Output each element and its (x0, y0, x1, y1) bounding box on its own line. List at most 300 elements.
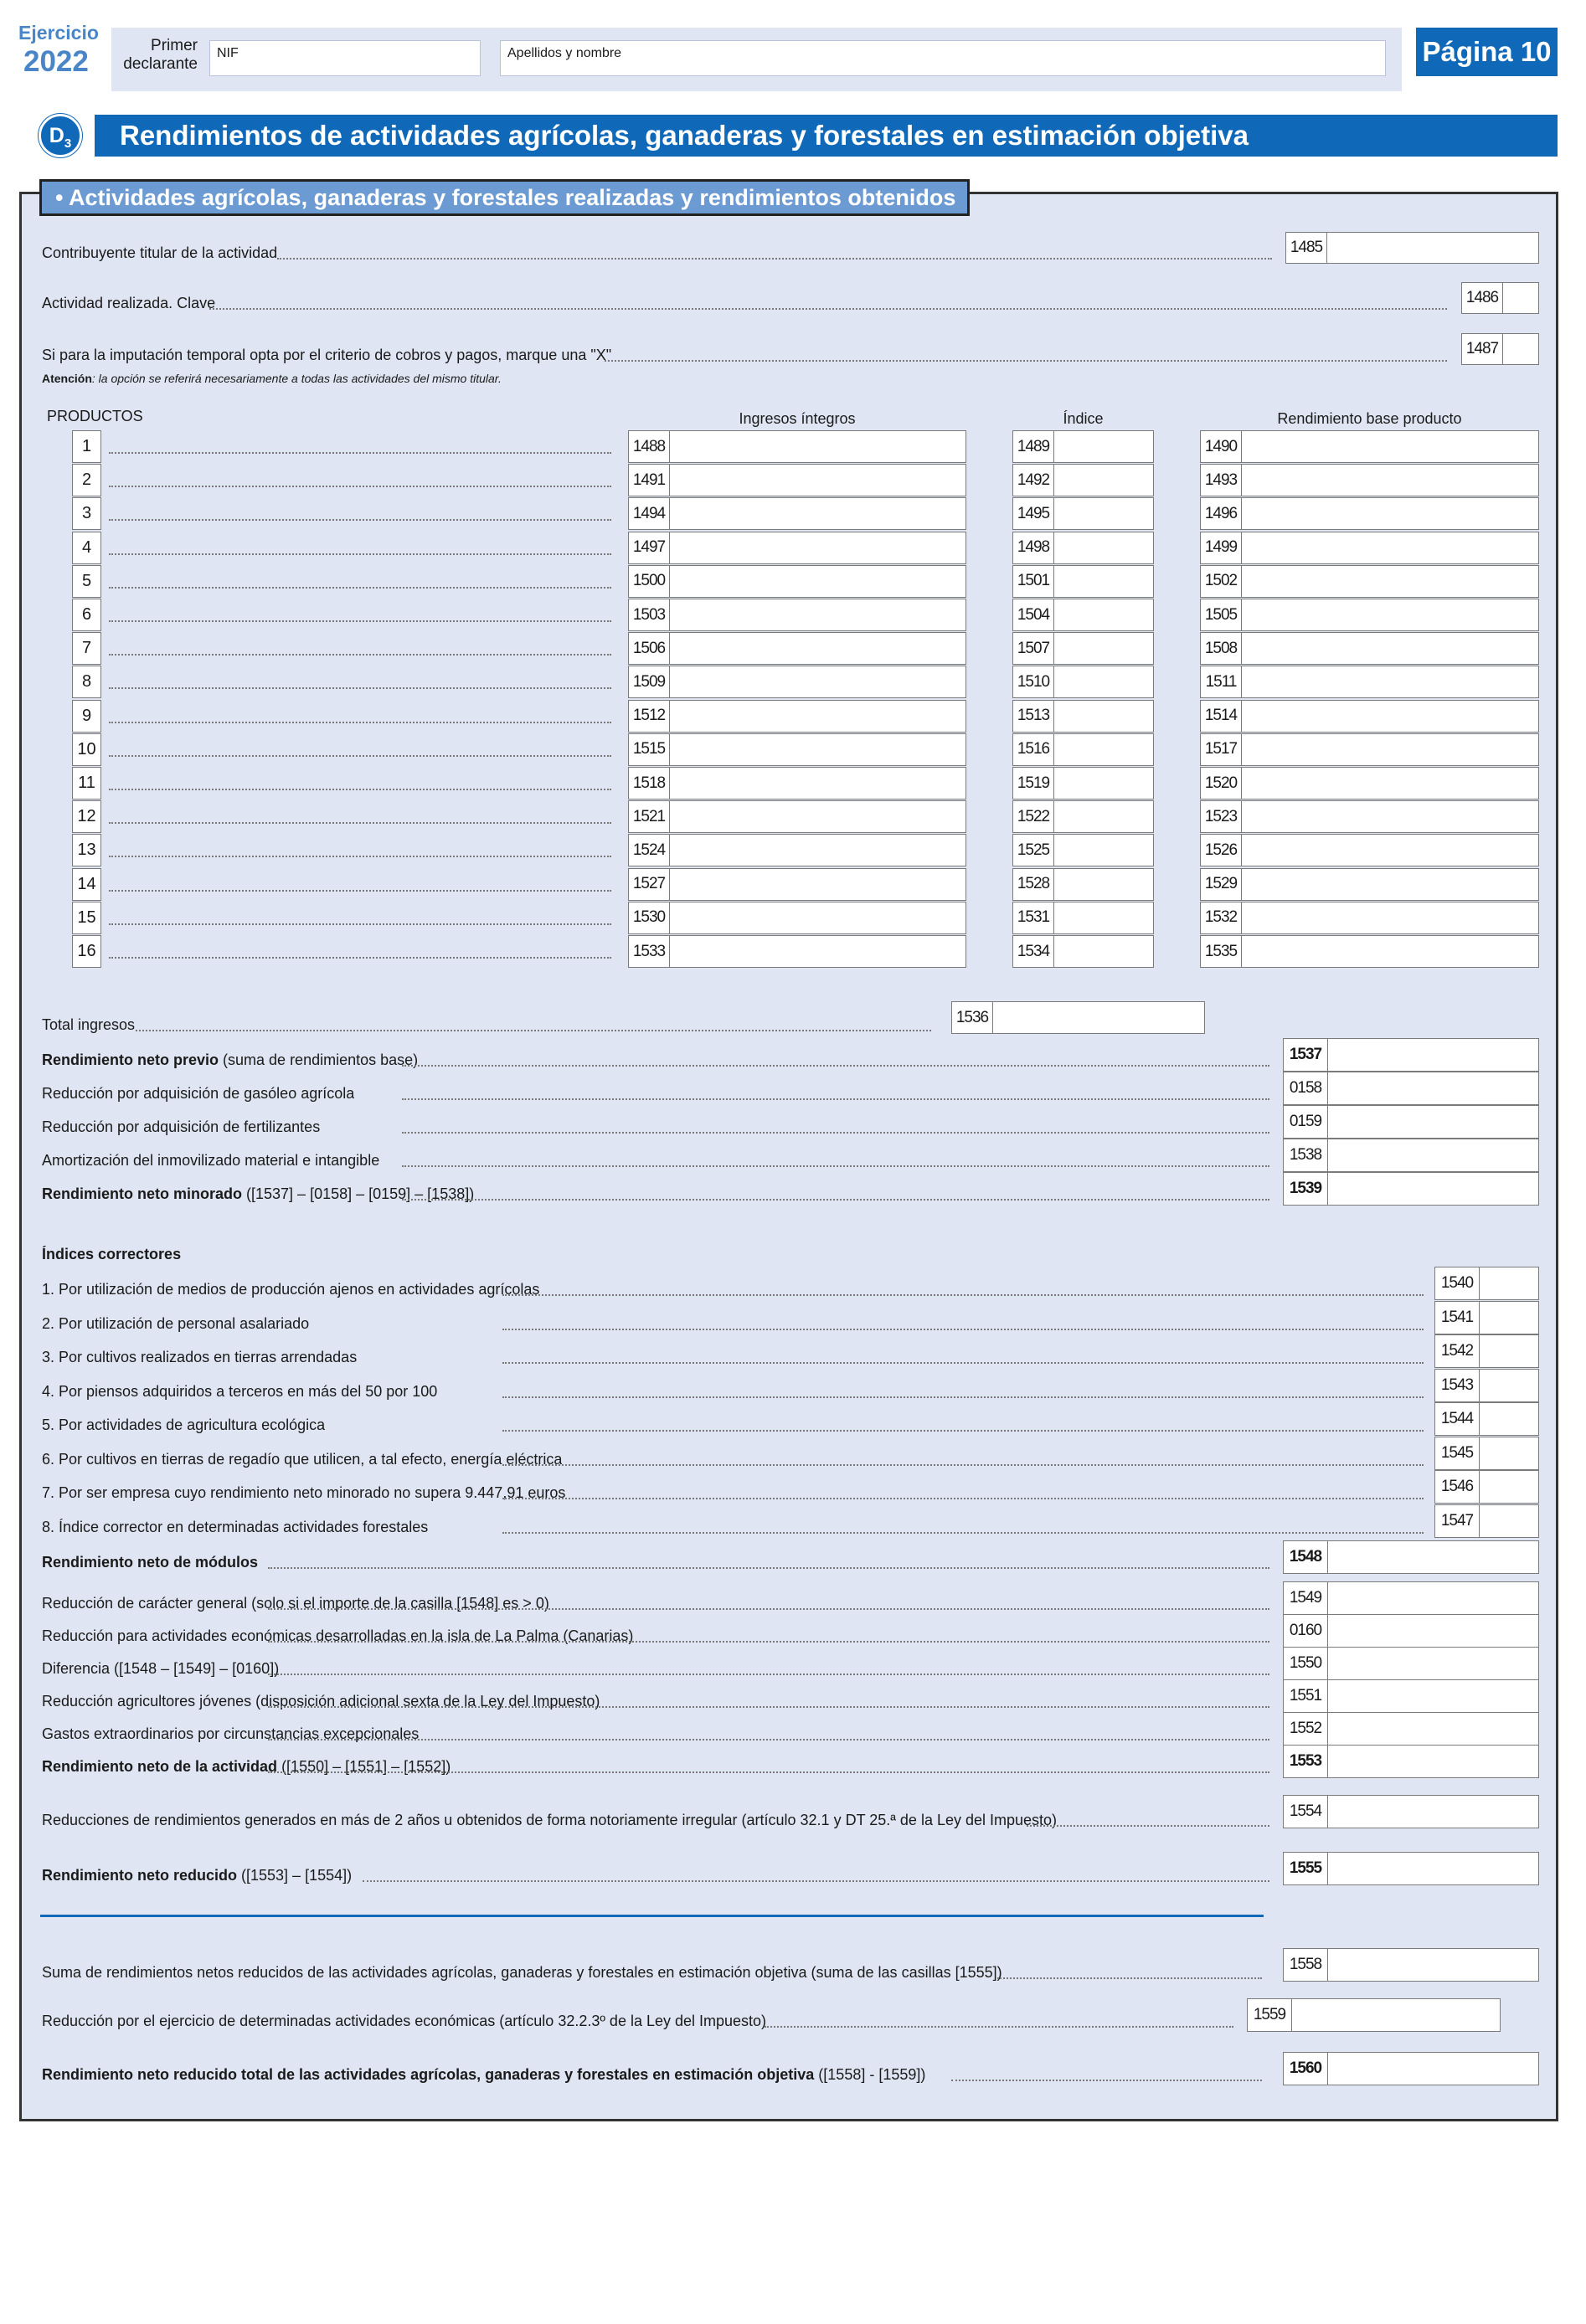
casilla-value (670, 734, 966, 765)
casilla-box[interactable] (1200, 902, 1539, 934)
casilla-value (1328, 1615, 1538, 1647)
casilla-value (670, 936, 966, 967)
casilla-value (670, 869, 966, 900)
leader-dots (951, 2080, 1262, 2081)
casilla-box[interactable] (1012, 666, 1154, 698)
col-rendimiento: Rendimiento base producto (1277, 410, 1462, 427)
casilla-box[interactable] (1012, 700, 1154, 733)
leader-dots (109, 722, 611, 723)
casilla-value (1328, 1796, 1538, 1828)
casilla-box[interactable] (628, 632, 966, 665)
leader-dots (402, 1199, 1269, 1201)
casilla-box[interactable] (1012, 902, 1154, 934)
leader-dots (109, 822, 611, 824)
casilla-value (670, 566, 966, 597)
casilla-box[interactable] (628, 868, 966, 901)
casilla-1554[interactable] (1283, 1795, 1539, 1828)
casilla-value (1242, 936, 1538, 967)
label-text: (suma de rendimientos base) (219, 1051, 419, 1068)
casilla-value (1503, 334, 1538, 364)
casilla-box[interactable] (1283, 1614, 1539, 1648)
casilla-code: 1560 (1284, 2053, 1328, 2085)
leader-dots (109, 789, 611, 790)
casilla-value (1242, 465, 1538, 496)
casilla-box[interactable] (1012, 632, 1154, 665)
casilla-code: 1500 (629, 566, 670, 597)
label-bold: Rendimiento neto minorado (42, 1185, 243, 1202)
casilla-1487[interactable] (1461, 333, 1539, 365)
casilla-box[interactable] (1200, 532, 1539, 564)
casilla-box[interactable] (1200, 666, 1539, 698)
casilla-code: 1532 (1201, 902, 1242, 933)
casilla-code: 1508 (1201, 633, 1242, 664)
casilla-value (670, 701, 966, 732)
casilla-code: 1521 (629, 801, 670, 832)
label-text: 7. Por ser empresa cuyo rendimiento neto minorado no supera 9.447,91 euros (42, 1484, 566, 1501)
casilla-box[interactable] (628, 733, 966, 766)
casilla-box[interactable] (1012, 834, 1154, 866)
reduccion-label: Reducción por el ejercicio de determinadas actividades económicas (artículo 32.2.3º de la Ley del Impuesto) (42, 2013, 767, 2029)
casilla-value (1242, 599, 1538, 630)
leader-dots (136, 1030, 931, 1031)
casilla-box[interactable] (1012, 800, 1154, 833)
label-text: 2. Por utilización de personal asalariado (42, 1314, 310, 1332)
indices-row (42, 1281, 539, 1298)
casilla-box[interactable] (628, 902, 966, 934)
label-bold: Rendimiento neto de la actividad (42, 1758, 278, 1775)
leader-dots (109, 486, 611, 487)
casilla-value (1054, 666, 1153, 697)
separator-line (40, 1915, 1264, 1917)
leader-dots (109, 923, 611, 925)
casilla-value (670, 835, 966, 866)
casilla-code: 1485 (1286, 233, 1327, 263)
indices-row (42, 1349, 357, 1366)
totals-row (42, 1152, 379, 1170)
section-subtitle: • Actividades agrícolas, ganaderas y forestales realizadas y rendimientos obtenidos (39, 179, 970, 216)
casilla-code: 1490 (1201, 431, 1242, 462)
product-number: 11 (72, 767, 101, 800)
casilla-box[interactable] (1200, 565, 1539, 598)
leader-dots (268, 1567, 1269, 1569)
casilla-code: 1555 (1284, 1853, 1328, 1884)
casilla-box[interactable] (1200, 733, 1539, 766)
casilla-code: 1547 (1435, 1505, 1480, 1537)
casilla-value (1054, 498, 1153, 529)
leader-dots (402, 1132, 1269, 1134)
casilla-box[interactable] (1434, 1470, 1539, 1504)
casilla-value (1328, 1139, 1538, 1171)
casilla-box[interactable] (1283, 1105, 1539, 1139)
casilla-code: 1494 (629, 498, 670, 529)
casilla-code: 1495 (1013, 498, 1054, 529)
casilla-box[interactable] (628, 800, 966, 833)
casilla-code: 0159 (1284, 1106, 1328, 1138)
casilla-value (1328, 1648, 1538, 1679)
atencion-note (42, 372, 502, 385)
casilla-value (670, 801, 966, 832)
casilla-value (1328, 1072, 1538, 1104)
product-number: 15 (72, 902, 101, 934)
product-number: 5 (72, 565, 101, 598)
leader-dots (765, 2026, 1233, 2028)
casilla-value (1328, 1582, 1538, 1614)
casilla-value (1054, 599, 1153, 630)
reducido-label (42, 1867, 352, 1884)
casilla-box[interactable] (1200, 767, 1539, 800)
casilla-box[interactable] (1283, 1540, 1539, 1574)
top-row-label-2: Si para la imputación temporal opta por el criterio de cobros y pagos, marque una "X" (42, 347, 612, 363)
leader-dots (1027, 1825, 1269, 1827)
product-number: 4 (72, 532, 101, 564)
product-number: 10 (72, 733, 101, 766)
casilla-box[interactable] (1434, 1402, 1539, 1436)
casilla-code: 1491 (629, 465, 670, 496)
casilla-box[interactable] (1012, 733, 1154, 766)
casilla-box[interactable] (1012, 599, 1154, 631)
indices-row (42, 1417, 325, 1434)
casilla-value (670, 431, 966, 462)
casilla-box[interactable] (1012, 464, 1154, 496)
top-row-label-1: Actividad realizada. Clave (42, 295, 216, 311)
casilla-value (1480, 1302, 1538, 1334)
nif-field[interactable] (209, 40, 481, 76)
product-number: 13 (72, 834, 101, 866)
casilla-code: 1529 (1201, 869, 1242, 900)
leader-dots (109, 687, 611, 689)
indices-row (42, 1519, 428, 1536)
casilla-code: 1502 (1201, 566, 1242, 597)
casilla-code: 1543 (1435, 1370, 1480, 1401)
casilla-code: 1550 (1284, 1648, 1328, 1679)
casilla-box[interactable] (1200, 497, 1539, 530)
casilla-code: 1493 (1201, 465, 1242, 496)
casilla-value (1480, 1437, 1538, 1469)
label-bold: Rendimiento neto de módulos (42, 1554, 259, 1571)
leader-dots (605, 360, 1447, 362)
casilla-box[interactable] (628, 532, 966, 564)
casilla-box[interactable] (1434, 1334, 1539, 1368)
casilla-code: 1519 (1013, 768, 1054, 799)
label-text: Reducción agricultores jóvenes (disposición adicional sexta de la Ley del Impuesto) (42, 1693, 600, 1710)
casilla-box[interactable] (1283, 1038, 1539, 1072)
casilla-code: 1489 (1013, 431, 1054, 462)
label-text: Diferencia ([1548 – [1549] – [0160]) (42, 1660, 280, 1677)
casilla-code: 1531 (1013, 902, 1054, 933)
casilla-box[interactable] (1283, 1172, 1539, 1206)
casilla-box[interactable] (628, 666, 966, 698)
label-text: ([1550] – [1551] – [1552]) (277, 1758, 451, 1775)
casilla-value (670, 465, 966, 496)
casilla-value (670, 666, 966, 697)
casilla-box[interactable] (1012, 532, 1154, 564)
page-number: Página 10 (1416, 28, 1558, 76)
product-number: 16 (72, 935, 101, 968)
casilla-value (1328, 1106, 1538, 1138)
casilla-1536[interactable] (951, 1001, 1205, 1034)
leader-dots (109, 620, 611, 622)
leader-dots (268, 1739, 1269, 1740)
casilla-value (1242, 701, 1538, 732)
leader-dots (277, 258, 1272, 260)
casilla-box[interactable] (1283, 1139, 1539, 1172)
casilla-1555[interactable] (1283, 1852, 1539, 1885)
casilla-box[interactable] (628, 834, 966, 866)
casilla-box[interactable] (1283, 1072, 1539, 1105)
leader-dots (502, 1532, 1424, 1534)
casilla-value (1054, 801, 1153, 832)
casilla-code: 1541 (1435, 1302, 1480, 1334)
label-text: 5. Por actividades de agricultura ecológica (42, 1417, 326, 1433)
badge-sub: 3 (64, 136, 72, 151)
indices-row (42, 1383, 437, 1401)
casilla-box[interactable] (1012, 767, 1154, 800)
leader-dots (402, 1098, 1269, 1100)
label-text: 4. Por piensos adquiridos a terceros en más del 50 por 100 (42, 1382, 438, 1400)
casilla-code: 1526 (1201, 835, 1242, 866)
ejercicio-year: 2022 (23, 45, 89, 78)
casilla-value (1328, 1680, 1538, 1712)
section-title: Rendimientos de actividades agrícolas, ganaderas y forestales en estimación objetiva (95, 115, 1558, 157)
casilla-code: 1497 (629, 532, 670, 563)
indices-title: Índices correctores (42, 1246, 182, 1262)
casilla-box[interactable] (1283, 1679, 1539, 1713)
product-number: 8 (72, 666, 101, 698)
productos-title: PRODUCTOS (47, 408, 143, 424)
casilla-code: 1512 (629, 701, 670, 732)
casilla-box[interactable] (1200, 935, 1539, 968)
casilla-box[interactable] (628, 497, 966, 530)
totals-row (42, 1085, 354, 1103)
casilla-code: 1501 (1013, 566, 1054, 597)
product-number: 6 (72, 599, 101, 631)
col-indice: Índice (1063, 410, 1104, 427)
casilla-value (1242, 768, 1538, 799)
casilla-code: 1553 (1284, 1746, 1328, 1777)
casilla-box[interactable] (1012, 565, 1154, 598)
casilla-box[interactable] (1283, 1581, 1539, 1615)
casilla-box[interactable] (628, 565, 966, 598)
leader-dots (502, 1464, 1424, 1466)
casilla-value (1292, 1999, 1500, 2031)
casilla-code: 1535 (1201, 936, 1242, 967)
casilla-box[interactable] (1434, 1267, 1539, 1300)
declarante-label (117, 37, 198, 74)
label-text: 1. Por utilización de medios de producción ajenos en actividades agrícolas (42, 1281, 540, 1298)
leader-dots (402, 1065, 1269, 1067)
casilla-code: 1544 (1435, 1403, 1480, 1435)
casilla-box[interactable] (1434, 1437, 1539, 1470)
casilla-code: 1527 (629, 869, 670, 900)
casilla-code: 1505 (1201, 599, 1242, 630)
casilla-value (1054, 936, 1153, 967)
casilla-code: 1513 (1013, 701, 1054, 732)
casilla-value (1054, 532, 1153, 563)
leader-dots (109, 587, 611, 589)
leader-dots (109, 890, 611, 892)
casilla-value (1054, 566, 1153, 597)
casilla-code: 1520 (1201, 768, 1242, 799)
nif-label: NIF (217, 46, 239, 60)
casilla-code: 1514 (1201, 701, 1242, 732)
casilla-code: 1546 (1435, 1471, 1480, 1503)
casilla-box[interactable] (1012, 430, 1154, 463)
casilla-value (1328, 1173, 1538, 1205)
product-number: 7 (72, 632, 101, 665)
casilla-code: 1540 (1435, 1267, 1480, 1299)
casilla-box[interactable] (1434, 1301, 1539, 1334)
casilla-box[interactable] (1283, 1647, 1539, 1680)
casilla-value (1242, 431, 1538, 462)
leader-dots (997, 1977, 1262, 1979)
col-ingresos: Ingresos íntegros (739, 410, 856, 427)
product-number: 12 (72, 800, 101, 833)
casilla-box[interactable] (1200, 464, 1539, 496)
casilla-code: 1496 (1201, 498, 1242, 529)
casilla-code: 1510 (1013, 666, 1054, 697)
casilla-code: 1506 (629, 633, 670, 664)
casilla-code: 1548 (1284, 1541, 1328, 1573)
casilla-value (670, 633, 966, 664)
casilla-1486[interactable] (1461, 282, 1539, 314)
casilla-code: 1552 (1284, 1713, 1328, 1745)
total-final-text: ([1558] - [1559]) (814, 2066, 926, 2083)
label-text: Reducción de carácter general (solo si el importe de la casilla [1548] es > 0) (42, 1595, 549, 1612)
leader-dots (363, 1880, 1269, 1882)
casilla-code: 1558 (1284, 1949, 1328, 1981)
totals-row (42, 1051, 418, 1069)
casilla-box[interactable] (1012, 868, 1154, 901)
leader-dots (502, 1294, 1424, 1296)
leader-dots (402, 1165, 1269, 1167)
casilla-box[interactable] (1200, 632, 1539, 665)
casilla-code: 0158 (1284, 1072, 1328, 1104)
casilla-value (1328, 1541, 1538, 1573)
casilla-value (670, 768, 966, 799)
casilla-code: 1554 (1284, 1796, 1328, 1828)
casilla-code: 1488 (629, 431, 670, 462)
casilla-box[interactable] (1200, 868, 1539, 901)
casilla-box[interactable] (1434, 1504, 1539, 1538)
casilla-code: 0160 (1284, 1615, 1328, 1647)
casilla-code: 1523 (1201, 801, 1242, 832)
casilla-code: 1522 (1013, 801, 1054, 832)
casilla-value (1503, 283, 1538, 313)
label-text: ([1537] – [0158] – [0159] – [1538]) (242, 1185, 475, 1202)
leader-dots (209, 308, 1447, 310)
casilla-code: 1533 (629, 936, 670, 967)
casilla-value (1242, 902, 1538, 933)
suma-label: Suma de rendimientos netos reducidos de las actividades agrícolas, ganaderas y forestales en estimación objetiva (suma de las casillas [1555]) (42, 1964, 1002, 1981)
leader-dots (109, 755, 611, 757)
casilla-code: 1498 (1013, 532, 1054, 563)
badge-letter: D (49, 124, 64, 147)
casilla-box[interactable] (628, 430, 966, 463)
atencion-text: : la opción se referirá necesariamente a todas las actividades del mismo titular. (91, 372, 502, 385)
casilla-code: 1539 (1284, 1173, 1328, 1205)
leader-dots (109, 957, 611, 959)
casilla-value (1242, 532, 1538, 563)
casilla-box[interactable] (1200, 430, 1539, 463)
casilla-box[interactable] (1283, 1745, 1539, 1778)
indices-row (42, 1315, 309, 1333)
casilla-box[interactable] (1200, 800, 1539, 833)
leader-dots (109, 654, 611, 656)
casilla-code: 1524 (629, 835, 670, 866)
product-number: 2 (72, 464, 101, 496)
product-number: 3 (72, 497, 101, 530)
casilla-value (1054, 768, 1153, 799)
leader-dots (109, 553, 611, 555)
label-text: 6. Por cultivos en tierras de regadío que utilicen, a tal efecto, energía eléctrica (42, 1450, 563, 1468)
modulos-row (42, 1554, 258, 1571)
casilla-value (1054, 465, 1153, 496)
leader-dots (109, 452, 611, 454)
total-final-bold: Rendimiento neto reducido total de las actividades agrícolas, ganaderas y forestales en estimación objetiva (42, 2066, 815, 2083)
casilla-code: 1492 (1013, 465, 1054, 496)
casilla-box[interactable] (628, 935, 966, 968)
casilla-code: 1486 (1462, 283, 1503, 313)
casilla-box[interactable] (1200, 599, 1539, 631)
casilla-code: 1545 (1435, 1437, 1480, 1469)
casilla-value (1328, 1949, 1538, 1981)
leader-dots (502, 1329, 1424, 1330)
total-ingresos-label: Total ingresos (42, 1016, 136, 1033)
nombre-field[interactable] (500, 40, 1386, 76)
casilla-1558[interactable] (1283, 1948, 1539, 1982)
casilla-code: 1515 (629, 734, 670, 765)
casilla-box[interactable] (628, 599, 966, 631)
casilla-box[interactable] (1012, 497, 1154, 530)
product-number: 9 (72, 700, 101, 733)
casilla-1559[interactable] (1247, 1998, 1501, 2032)
casilla-box[interactable] (628, 464, 966, 496)
casilla-code: 1528 (1013, 869, 1054, 900)
casilla-value (1328, 1746, 1538, 1777)
label-text: Reducción por adquisición de gasóleo agrícola (42, 1085, 355, 1102)
casilla-box[interactable] (1200, 700, 1539, 733)
indices-row (42, 1451, 562, 1468)
casilla-value (1054, 835, 1153, 866)
leader-dots (268, 1608, 1269, 1610)
casilla-box[interactable] (1283, 1712, 1539, 1746)
casilla-box[interactable] (1012, 935, 1154, 968)
casilla-code: 1487 (1462, 334, 1503, 364)
reducido-text: ([1553] – [1554]) (237, 1867, 353, 1884)
casilla-code: 1538 (1284, 1139, 1328, 1171)
label-text: Reducción para actividades económicas desarrolladas en la isla de La Palma (Canarias) (42, 1627, 634, 1644)
casilla-code: 1551 (1284, 1680, 1328, 1712)
casilla-box[interactable] (628, 700, 966, 733)
casilla-value (1480, 1370, 1538, 1401)
casilla-value (1242, 734, 1538, 765)
casilla-value (1480, 1471, 1538, 1503)
label-text: Amortización del inmovilizado material e intangible (42, 1152, 380, 1169)
casilla-1485[interactable] (1285, 232, 1539, 264)
casilla-value (1054, 902, 1153, 933)
ejercicio-label: Ejercicio (18, 22, 99, 44)
casilla-box[interactable] (1434, 1369, 1539, 1402)
casilla-value (1242, 801, 1538, 832)
leader-dots (268, 1771, 1269, 1773)
casilla-value (1054, 431, 1153, 462)
casilla-value (1242, 666, 1538, 697)
casilla-value (670, 532, 966, 563)
casilla-1560[interactable] (1283, 2052, 1539, 2085)
casilla-box[interactable] (1200, 834, 1539, 866)
casilla-box[interactable] (628, 767, 966, 800)
casilla-value (1328, 1039, 1538, 1071)
